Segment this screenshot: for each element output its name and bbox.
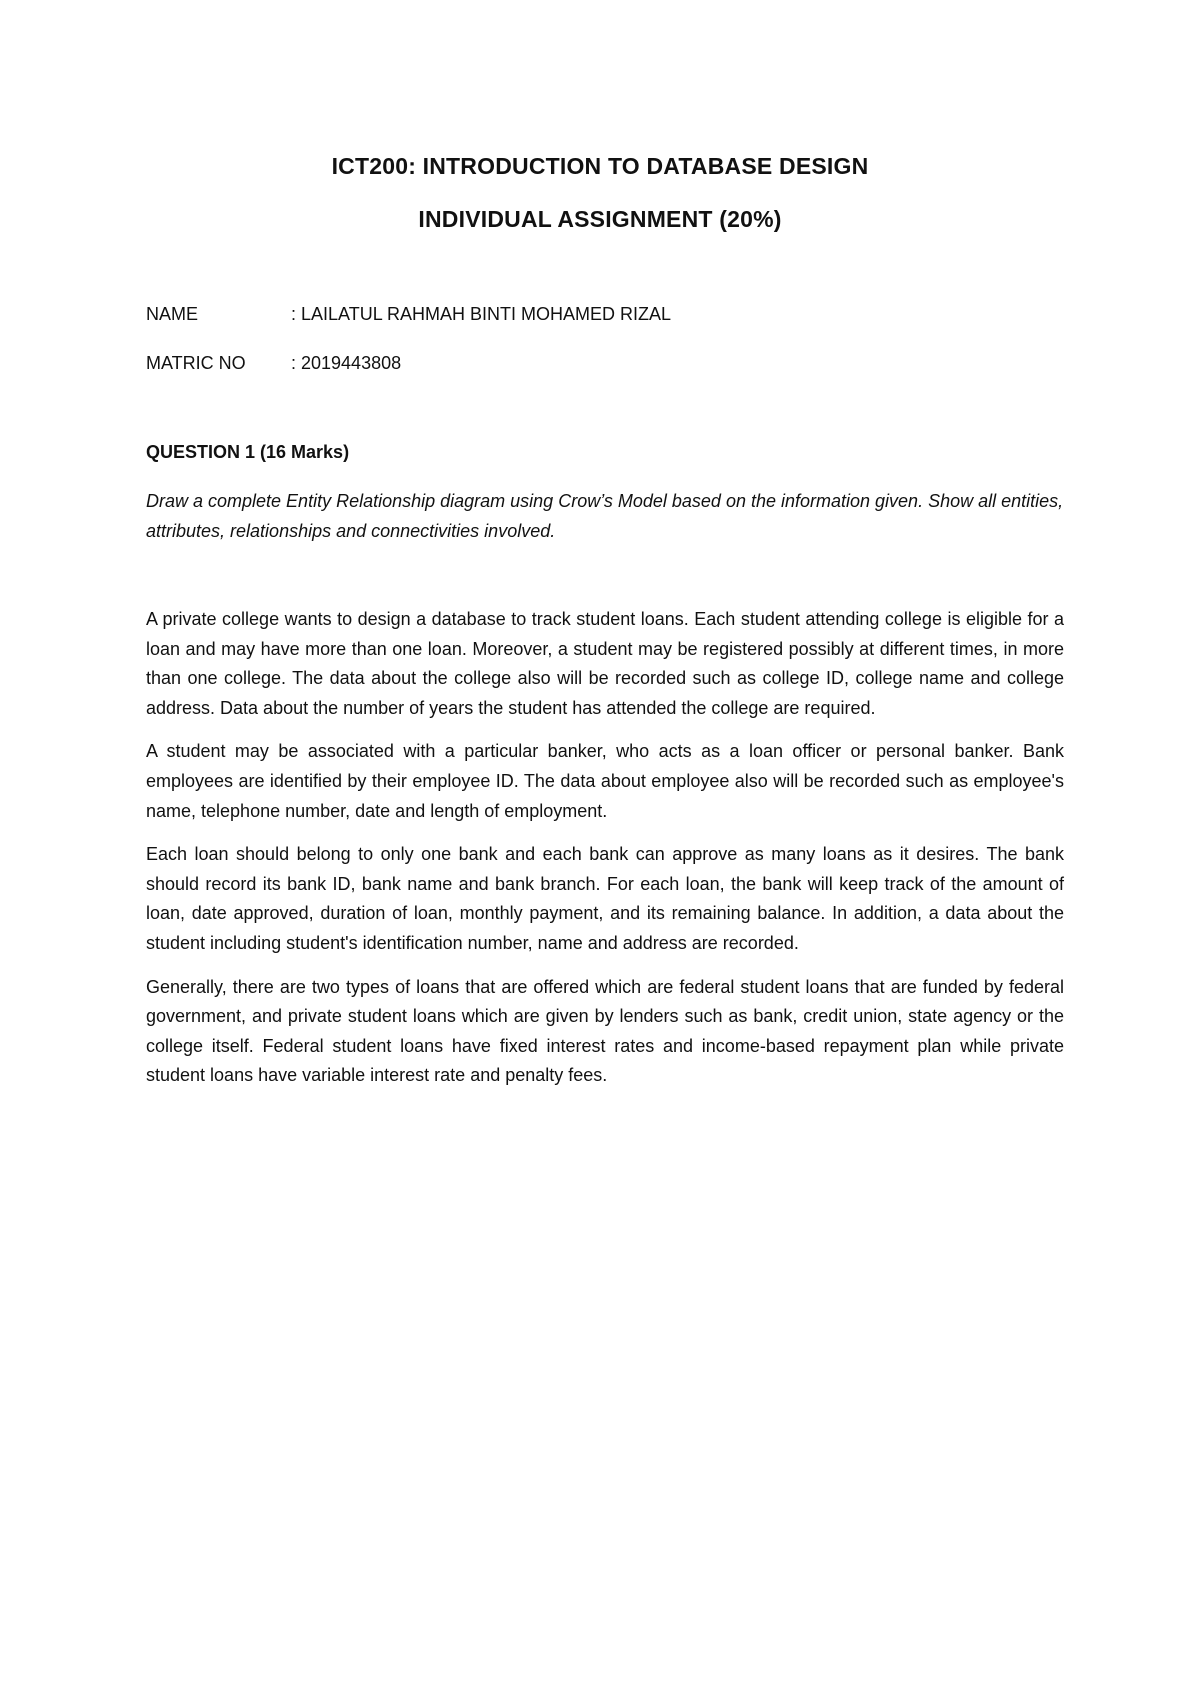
matric-number-row — [146, 353, 401, 374]
body-paragraph: A private college wants to design a database to track student loans. Each student attending college is eligible for a loan and may have more than one loan. Moreover, a student may be registered possibly at different times, in more than one college. The data about the college also will be recorded such as college ID, college name and college address. Data about the number of years the student has attended the college are required. — [146, 609, 1064, 718]
body-paragraph: A student may be associated with a particular banker, who acts as a loan officer or personal banker. Bank employees are identified by their employee ID. The data about employee also will be recorded such as employee's name, telephone number, date and length of employment. — [146, 741, 1064, 821]
document-subtitle: INDIVIDUAL ASSIGNMENT (20%) — [418, 206, 782, 232]
body-paragraph: Generally, there are two types of loans that are offered which are federal student loans that are funded by federal government, and private student loans which are given by lenders such as bank, credit union, state agency or the college itself. Federal student loans have fixed interest rates and income-based repayment plan while private student loans have variable interest rate and penalty fees. — [146, 976, 1064, 1086]
question-instruction: Draw a complete Entity Relationship diagram using Crow’s Model based on the information given. Show all entities, attributes, relationships and connectivities involved. — [146, 491, 1064, 541]
student-name-label: NAME — [146, 304, 199, 324]
document-title: ICT200: INTRODUCTION TO DATABASE DESIGN — [331, 153, 869, 179]
matric-number-label: MATRIC NO — [146, 353, 246, 373]
body-paragraph: Each loan should belong to only one bank and each bank can approve as many loans as it desires. The bank should record its bank ID, bank name and bank branch. For each loan, the bank will keep track of the amount of loan, date approved, duration of loan, monthly payment, and its remaining balance. In addition, a data about the student including student's identification number, name and address are recorded. — [146, 844, 1064, 953]
student-name-value: : LAILATUL RAHMAH BINTI MOHAMED RIZAL — [291, 304, 672, 324]
student-name-row — [146, 304, 671, 325]
question-body — [146, 605, 1064, 1105]
question-heading: QUESTION 1 (16 Marks) — [146, 442, 350, 462]
matric-number-value: : 2019443808 — [291, 353, 402, 373]
